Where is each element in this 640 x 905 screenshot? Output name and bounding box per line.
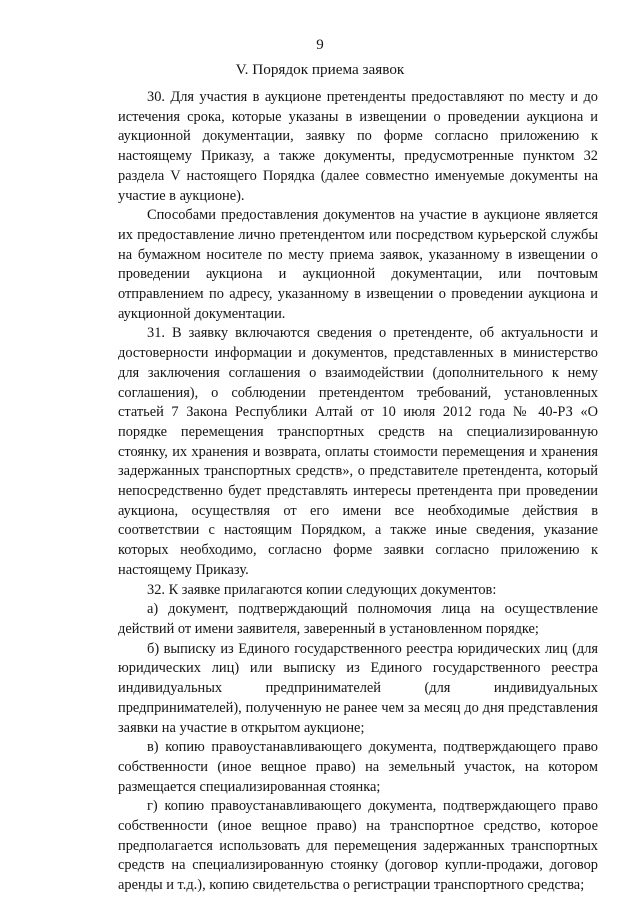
list-item-v: в) копию правоустанавливающего документа, подтверждающего право собственности (иное вещное право) на земельный участок, на котором размещается специализированная стоянка;	[118, 739, 598, 795]
section-title: V. Порядок приема заявок	[235, 61, 405, 78]
list-item-g: г) копию правоустанавливающего документа, подтверждающего право собственности (иное вещное право) на транспортное средство, которое предполагается использовать для перемещения задержанных транспортных средств на специализированную стоянку (договор купли-продажи, договор аренды и т.д.), копию свидетельства о регистрации транспортного средства;	[118, 798, 598, 894]
list-item-a: а) документ, подтверждающий полномочия лица на осуществление действий от имени заявителя, заверенный в установленном порядке;	[118, 601, 598, 637]
list-item-b: б) выписку из Единого государственного реестра юридических лиц (для юридических лиц) или выписку из Единого государственного реестра индивидуальных предпринимателей (для индивидуальных предпринимателей), полученную не ранее чем за месяц до дня представления заявки на участие в открытом аукционе;	[118, 640, 598, 736]
paragraph-31: 31. В заявку включаются сведения о претенденте, об актуальности и достоверности информации и документов, представленных в министерство для заключения соглашения о взаимодействии (дополнительного к нему соглашения), о соблюдении претендентом требований, установленных статьей 7 Закона Республики Алтай от 10 июля 2012 года № 40-РЗ «О порядке перемещения транспортных средств на специализированную стоянку, их хранения и возврата, оплаты стоимости перемещения и хранения задержанных транспортных средств», о представителе претендента, который непосредственно будет представлять интересы претендента при проведении аукциона, осуществляя от его имени все необходимые действия в соответствии с настоящим Порядком, а также иные сведения, указание которых необходимо, согласно форме заявки согласно приложению к настоящему Приказу.	[118, 325, 598, 578]
page-number: 9	[316, 37, 324, 53]
document-body	[118, 88, 598, 896]
paragraph-submission-methods: Способами предоставления документов на участие в аукционе является их предоставление лично претендентом или посредством курьерской службы на бумажном носителе по месту приема заявок, указанному в извещении о проведении аукциона и аукционной документации, или почтовым отправлением по адресу, указанному в извещении о проведении аукциона и аукционной документации.	[118, 207, 598, 322]
paragraph-30: 30. Для участия в аукционе претенденты предоставляют по месту и до истечения срока, которые указаны в извещении о проведении аукциона и аукционной документации, заявку по форме согласно приложению к настоящему Приказу, а также документы, предусмотренные пунктом 32 раздела V настоящего Порядка (далее совместно именуемые документы на участие в аукционе).	[118, 89, 598, 204]
paragraph-32: 32. К заявке прилагаются копии следующих документов:	[147, 581, 497, 598]
